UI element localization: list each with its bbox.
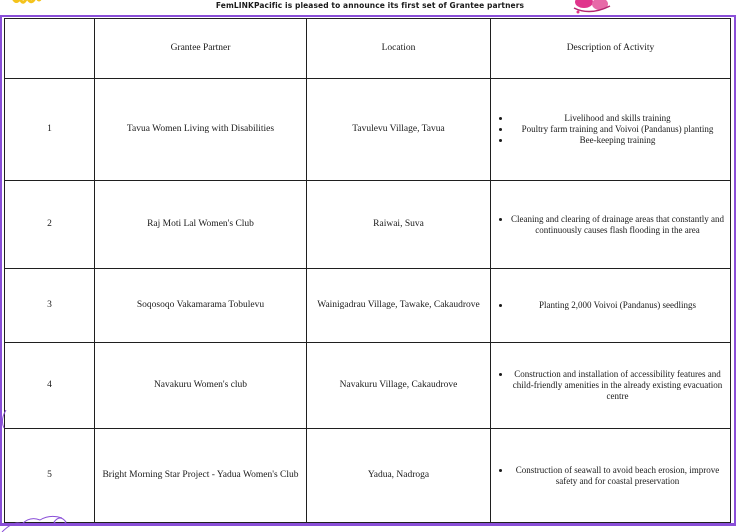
- location-cell: Wainigadrau Village, Tawake, Cakaudrove: [307, 269, 491, 343]
- table-row: [5, 429, 731, 523]
- row-number: 5: [5, 429, 95, 523]
- table-row: [5, 181, 731, 269]
- row-number: 3: [5, 269, 95, 343]
- activity-list: [497, 300, 724, 311]
- grantee-partner-cell: Tavua Women Living with Disabilities: [95, 79, 307, 181]
- activity-item: • Construction and installation of accessibility features and child-friendly amenities in the already existing evacuation centre: [511, 369, 724, 401]
- activity-list: [497, 214, 724, 236]
- description-cell: [491, 79, 731, 181]
- description-cell: [491, 343, 731, 429]
- activity-item: • Planting 2,000 Voivoi (Pandanus) seedlings: [511, 300, 724, 311]
- header-location: Location: [307, 19, 491, 79]
- activity-item: • Bee-keeping training: [511, 135, 724, 146]
- grantee-partner-cell: Navakuru Women's club: [95, 343, 307, 429]
- activity-list: [497, 369, 724, 401]
- row-number: 2: [5, 181, 95, 269]
- location-cell: Yadua, Nadroga: [307, 429, 491, 523]
- grantee-partner-cell: Soqosoqo Vakamarama Tobulevu: [95, 269, 307, 343]
- table-row: [5, 343, 731, 429]
- header-number: [5, 19, 95, 79]
- row-number: 4: [5, 343, 95, 429]
- activity-list: [497, 465, 724, 487]
- location-cell: Raiwai, Suva: [307, 181, 491, 269]
- activity-item: • Livelihood and skills training: [511, 113, 724, 124]
- description-cell: [491, 181, 731, 269]
- activity-item: • Poultry farm training and Voivoi (Pandanus) planting: [511, 124, 724, 135]
- purple-vine-decoration-icon: [0, 410, 90, 532]
- header-description: Description of Activity: [491, 19, 731, 79]
- announcement-heading: FemLINKPacific is pleased to announce its first set of Grantee partners: [215, 1, 525, 10]
- description-cell: [491, 429, 731, 523]
- location-cell: Navakuru Village, Cakaudrove: [307, 343, 491, 429]
- row-number: 1: [5, 79, 95, 181]
- location-cell: Tavulevu Village, Tavua: [307, 79, 491, 181]
- table-header-row: [5, 19, 731, 79]
- activity-item: • Construction of seawall to avoid beach erosion, improve safety and for coastal preservation: [511, 465, 724, 487]
- description-cell: [491, 269, 731, 343]
- grantee-partner-cell: Bright Morning Star Project - Yadua Women's Club: [95, 429, 307, 523]
- activity-list: [497, 113, 724, 145]
- grantee-table: [4, 18, 731, 523]
- grantee-partner-cell: Raj Moti Lal Women's Club: [95, 181, 307, 269]
- activity-item: • Cleaning and clearing of drainage areas that constantly and continuously causes flash flooding in the area: [511, 214, 724, 236]
- table-row: [5, 269, 731, 343]
- table-row: [5, 79, 731, 181]
- header-grantee-partner: Grantee Partner: [95, 19, 307, 79]
